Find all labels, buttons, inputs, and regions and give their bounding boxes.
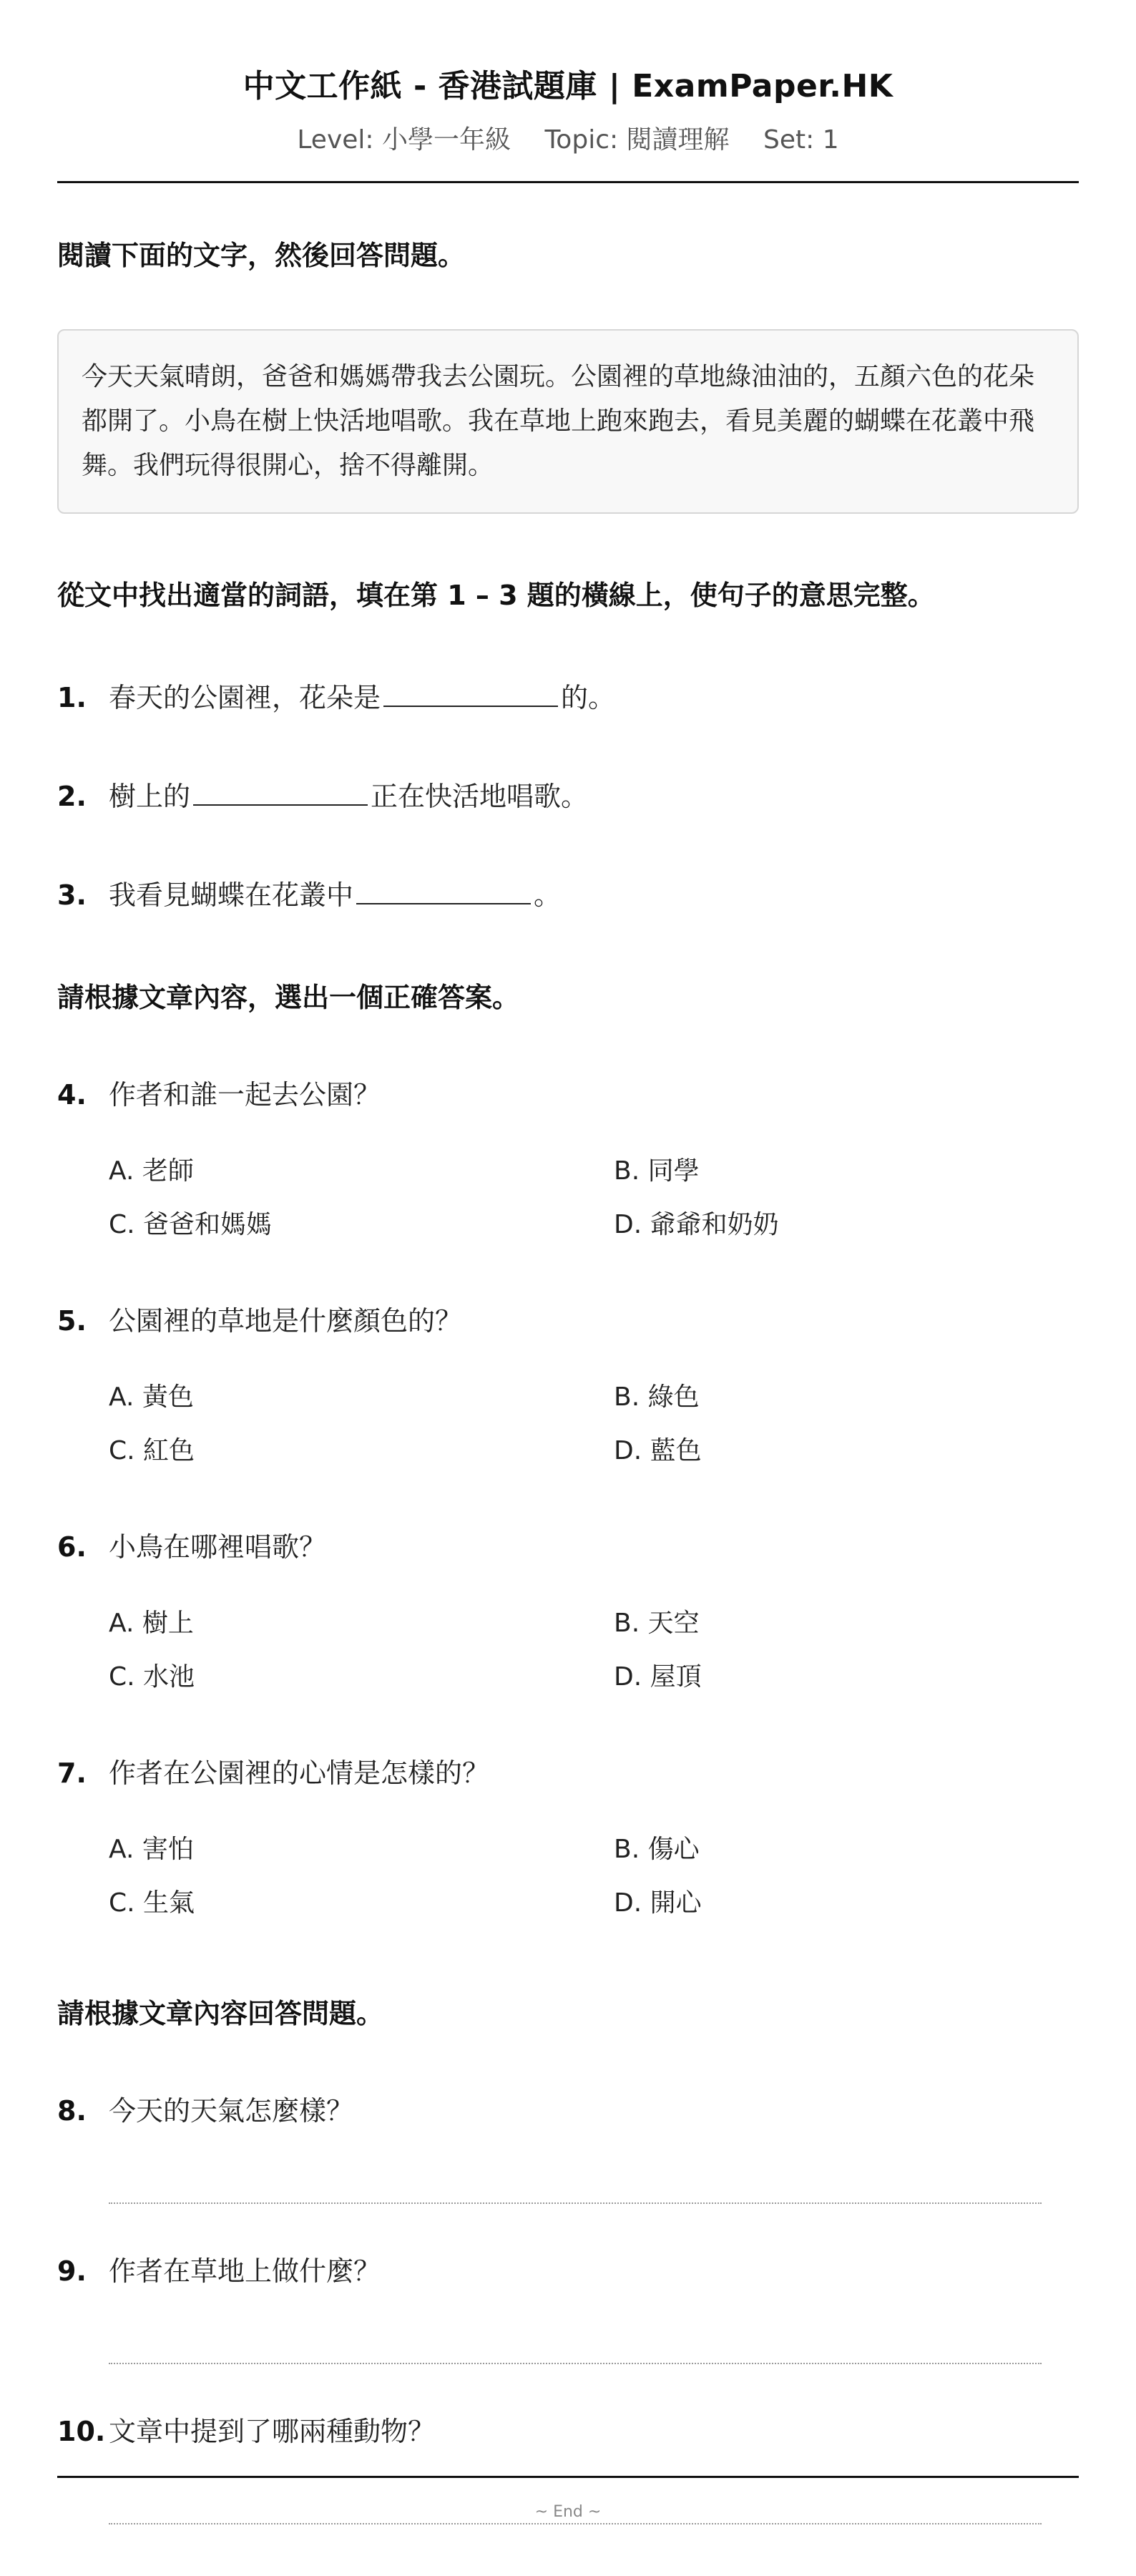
question-text: 小鳥在哪裡唱歌？ <box>109 1531 327 1563</box>
option-a[interactable]: A. 黃色 <box>109 1382 194 1412</box>
question-7 <box>57 1756 1079 1791</box>
end-label: ~ End ~ <box>534 2503 602 2521</box>
option-a[interactable]: A. 害怕 <box>109 1835 194 1864</box>
question-text: 作者在公園裡的心情是怎樣的？ <box>109 1757 490 1789</box>
question-10 <box>57 2414 1079 2449</box>
question-number: 3. <box>57 879 87 911</box>
footer-divider <box>57 2476 1079 2478</box>
option-a[interactable]: A. 老師 <box>109 1156 194 1186</box>
option-d[interactable]: D. 屋頂 <box>614 1662 702 1692</box>
question-2 <box>57 779 1079 814</box>
question-4-options <box>57 1155 1079 1242</box>
question-text-after: 的。 <box>561 682 616 713</box>
question-text: 公園裡的草地是什麼顏色的？ <box>109 1305 463 1337</box>
option-b[interactable]: B. 同學 <box>614 1156 700 1186</box>
question-text-after: 。 <box>534 879 562 911</box>
question-3 <box>57 877 1079 913</box>
question-number: 7. <box>57 1757 87 1789</box>
option-a[interactable]: A. 樹上 <box>109 1609 194 1638</box>
question-number: 9. <box>57 2255 87 2287</box>
answer-line[interactable] <box>109 2202 1042 2204</box>
question-number: 10. <box>57 2416 106 2447</box>
question-5 <box>57 1304 1079 1339</box>
option-b[interactable]: B. 傷心 <box>614 1835 700 1864</box>
question-5-options <box>57 1381 1079 1468</box>
question-text: 文章中提到了哪兩種動物？ <box>109 2416 436 2447</box>
question-7-options <box>57 1833 1079 1921</box>
worksheet-meta <box>57 125 1079 155</box>
question-number: 2. <box>57 781 87 812</box>
question-text: 今天的天氣怎麼樣？ <box>109 2095 354 2127</box>
question-text-before: 我看見蝴蝶在花叢中 <box>109 879 354 911</box>
question-text: 作者在草地上做什麼？ <box>109 2255 381 2287</box>
footer-divider-wrap <box>57 2476 1079 2478</box>
question-9 <box>57 2254 1079 2289</box>
answer-line-wrap <box>57 2363 1079 2364</box>
option-b[interactable]: B. 天空 <box>614 1609 700 1638</box>
section-2-instruction: 從文中找出適當的詞語，填在第 1 – 3 題的橫線上，使句子的意思完整。 <box>57 580 935 611</box>
answer-line-wrap <box>57 2523 1079 2524</box>
question-6-options <box>57 1607 1079 1694</box>
question-text-before: 樹上的 <box>109 781 191 812</box>
question-number: 8. <box>57 2095 87 2127</box>
section-4-instruction: 請根據文章內容回答問題。 <box>57 1998 384 2029</box>
question-1 <box>57 680 1079 716</box>
section-1-instruction: 閱讀下面的文字，然後回答問題。 <box>57 240 466 271</box>
question-text: 作者和誰一起去公園？ <box>109 1079 381 1111</box>
answer-line[interactable] <box>109 2363 1042 2364</box>
level-label: Level: 小學一年級 <box>297 125 511 155</box>
question-text-after: 正在快活地唱歌。 <box>371 781 589 812</box>
question-text-before: 春天的公園裡，花朵是 <box>109 682 381 713</box>
question-number: 6. <box>57 1531 87 1563</box>
option-d[interactable]: D. 爺爺和奶奶 <box>614 1209 779 1239</box>
question-number: 5. <box>57 1305 87 1337</box>
answer-line-wrap <box>57 2202 1079 2204</box>
header-divider <box>57 181 1079 183</box>
worksheet-title: 中文工作紙 - 香港試題庫 | ExamPaper.HK <box>243 68 893 104</box>
section-3-instruction: 請根據文章內容，選出一個正確答案。 <box>57 982 520 1013</box>
option-c[interactable]: C. 水池 <box>109 1662 195 1692</box>
option-d[interactable]: D. 藍色 <box>614 1435 702 1465</box>
topic-label: Topic: 閱讀理解 <box>544 125 730 155</box>
option-c[interactable]: C. 爸爸和媽媽 <box>109 1209 273 1239</box>
set-label: Set: 1 <box>763 125 839 155</box>
question-4 <box>57 1078 1079 1113</box>
answer-blank[interactable] <box>383 680 558 707</box>
question-number: 4. <box>57 1079 87 1111</box>
worksheet-header <box>57 0 1079 155</box>
option-c[interactable]: C. 紅色 <box>109 1435 195 1465</box>
question-8 <box>57 2094 1079 2129</box>
option-d[interactable]: D. 開心 <box>614 1888 702 1918</box>
option-c[interactable]: C. 生氣 <box>109 1888 195 1918</box>
answer-blank[interactable] <box>193 779 368 806</box>
question-6 <box>57 1530 1079 1565</box>
option-b[interactable]: B. 綠色 <box>614 1382 700 1412</box>
question-number: 1. <box>57 682 87 713</box>
reading-passage: 今天天氣晴朗，爸爸和媽媽帶我去公園玩。公園裡的草地綠油油的，五顏六色的花朵都開了。小鳥在樹上快活地唱歌。我在草地上跑來跑去，看見美麗的蝴蝶在花叢中飛舞。我們玩得很開心，捨不得離開。 <box>57 329 1079 514</box>
answer-blank[interactable] <box>356 877 531 904</box>
answer-line[interactable] <box>109 2523 1042 2524</box>
